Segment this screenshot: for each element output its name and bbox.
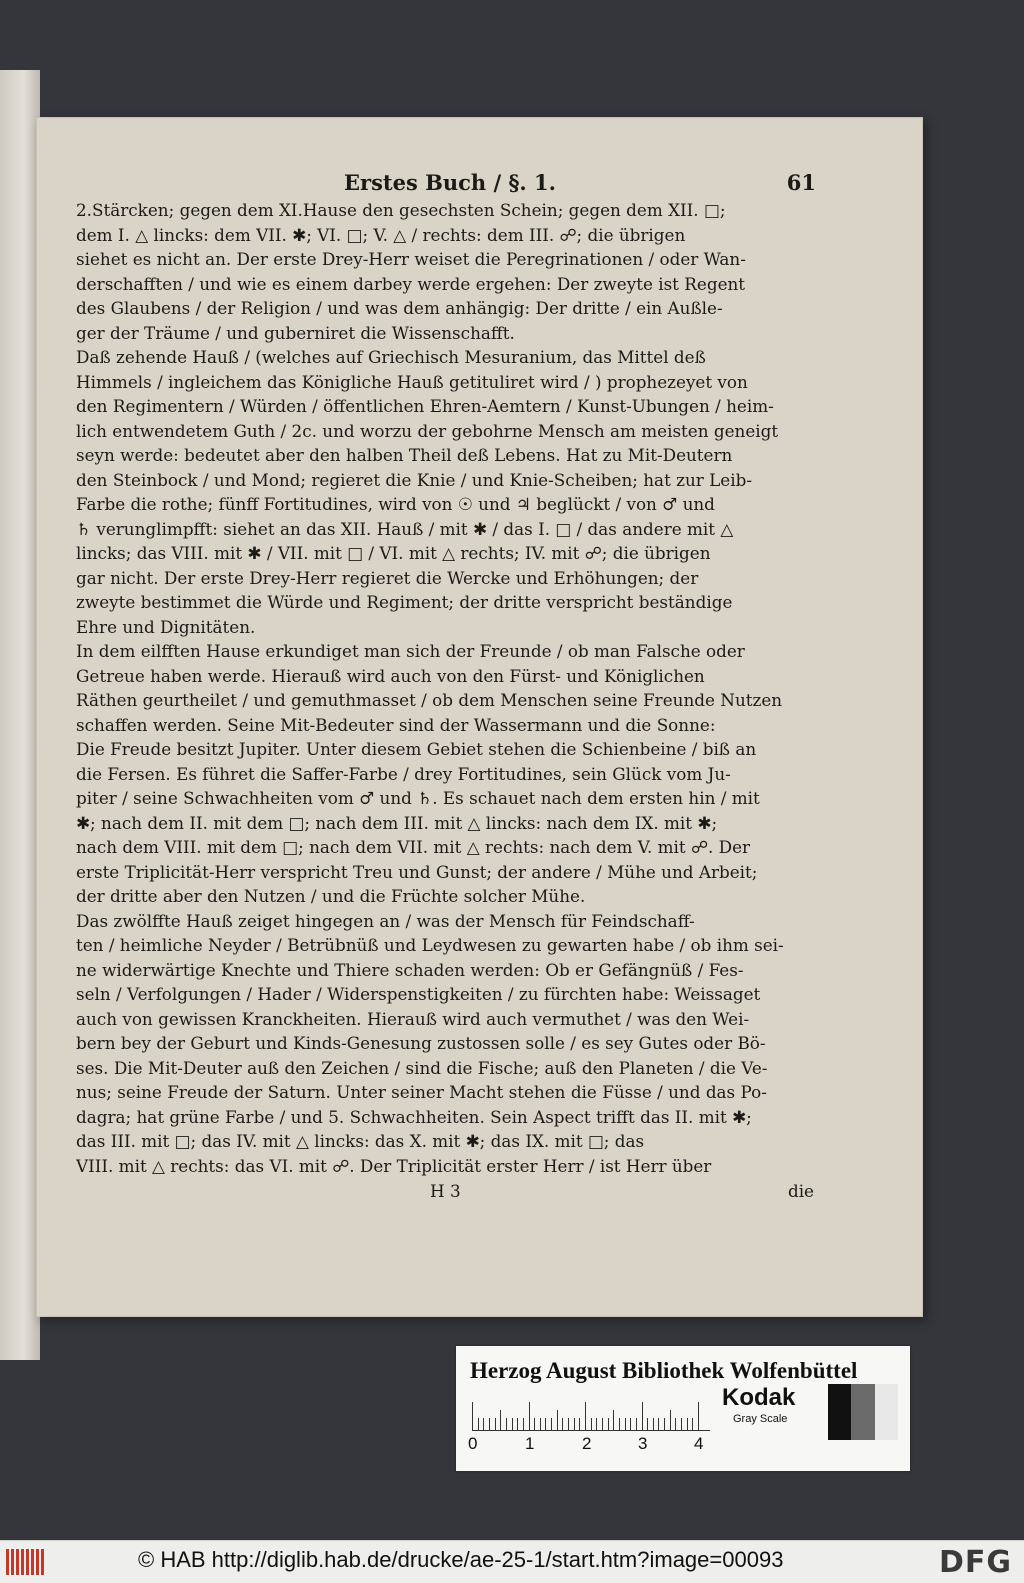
page-footer-line [76,1178,820,1204]
text-line: den Steinbock / und Mond; regieret die Knie / und Knie-Scheiben; hat zur Leib- [76,469,753,490]
gray-patch-light [875,1384,898,1440]
ruler-tick [647,1418,648,1430]
ruler-tick [608,1418,609,1430]
text-line: Ehre und Dignitäten. [76,616,256,637]
text-line: bern bey der Geburt und Kinds-Genesung zustossen solle / es sey Gutes oder Bö- [76,1033,766,1053]
running-head: Erstes Buch / §. 1. [344,170,556,195]
color-reference-card [456,1346,910,1471]
ruler-tick [545,1418,546,1430]
ruler-tick [698,1402,699,1430]
viewer-footer [0,1540,1024,1583]
ruler-tick [489,1418,490,1430]
ruler-tick [495,1418,496,1430]
text-line: siehet es nicht an. Der erste Drey-Herr weiset die Peregrinationen / oder Wan- [76,249,746,269]
scale-number-2: 2 [582,1434,592,1453]
text-line: der dritte aber den Nutzen / und die Früchte solcher Mühe. [76,886,586,906]
gray-patch-mid [851,1384,874,1440]
ruler-tick [579,1418,580,1430]
text-line: schaffen werden. Seine Mit-Bedeuter sind der Wassermann und die Sonne: [76,714,716,735]
page-text [76,170,820,1204]
ruler-tick [506,1418,507,1430]
signature-mark: H 3 [430,1181,461,1201]
ruler-tick [664,1418,665,1430]
gray-scale-label: Gray Scale [733,1413,788,1425]
ruler-tick [483,1418,484,1430]
ruler-tick [670,1410,671,1430]
ruler-tick [596,1418,597,1430]
scale-number-0: 0 [468,1434,478,1453]
ruler-tick [523,1418,524,1430]
text-line: derschafften / und wie es einem darbey werde ergehen: Der zweyte ist Regent [76,273,746,294]
page-number: 61 [786,170,816,195]
text-line: lich entwendetem Guth / 2c. und worzu der gebohrne Mensch am meisten geneigt [76,420,779,441]
text-line: Räthen geurtheilet / und gemuthmasset / ob dem Menschen seine Freunde Nutzen [76,690,783,710]
ruler-tick [591,1418,592,1430]
text-line: piter / seine Schwachheiten vom ♂ und ♄. Es schauet nach dem ersten hin / mit [76,788,760,808]
text-line: lincks; das VIII. mit ✱ / VII. mit □ / VI. mit △ rechts; IV. mit ☍; die übrigen [76,543,711,563]
body-text [76,198,820,1178]
ruler-tick [529,1402,530,1430]
ruler-tick [619,1418,620,1430]
ruler-tick [681,1418,682,1430]
scale-number-3: 3 [638,1434,648,1453]
ruler-tick [500,1410,501,1430]
text-line: Das zwölffte Hauß zeiget hingegen an / was der Mensch für Feindschaff- [76,910,695,931]
ruler-tick [551,1418,552,1430]
ruler-tick [534,1418,535,1430]
ruler-tick [642,1402,643,1430]
ruler-tick [517,1418,518,1430]
ruler-tick [540,1418,541,1430]
scale-number-4: 4 [694,1434,704,1453]
text-line: Die Freude besitzt Jupiter. Unter diesem Gebiet stehen die Schienbeine / biß an [76,739,757,759]
text-line: zweyte bestimmet die Würde und Regiment; der dritte verspricht beständige [76,592,733,612]
ruler-tick [602,1418,603,1430]
text-line: auch von gewissen Kranckheiten. Hierauß wird auch vermuthet / was den Wei- [76,1008,750,1029]
copyright-url[interactable]: © HAB http://diglib.hab.de/drucke/ae-25-1/start.htm?image=00093 [138,1547,784,1572]
text-line: den Regimentern / Würden / öffentlichen Ehren-Aemtern / Kunst-Ubungen / heim- [76,396,774,416]
ruler-tick [472,1402,473,1430]
ruler-tick [636,1418,637,1430]
text-line: ✱; nach dem II. mit dem □; nach dem III. mit △ lincks: nach dem IX. mit ✱; [76,812,718,833]
text-line: nus; seine Freude der Saturn. Unter seiner Macht stehen die Füsse / und das Po- [76,1082,767,1102]
scale-number-1: 1 [525,1434,535,1453]
barcode-icon [6,1549,48,1575]
ruler-tick [653,1418,654,1430]
text-line: ne widerwärtige Knechte und Thiere schaden werden: Ob er Gefängnüß / Fes- [76,959,744,980]
ruler-tick [687,1418,688,1430]
ruler-tick [585,1402,586,1430]
text-line: Farbe die rothe; fünff Fortitudines, wird von ☉ und ♃ beglückt / von ♂ und [76,494,715,514]
gray-patches [828,1384,898,1440]
text-line: 2.Stärcken; gegen dem XI.Hause den gesechsten Schein; gegen dem XII. □; [76,200,726,220]
ruler-tick [613,1410,614,1430]
gray-patch-black [828,1384,851,1440]
text-line: dagra; hat grüne Farbe / und 5. Schwachheiten. Sein Aspect trifft das II. mit ✱; [76,1106,752,1127]
ruler-tick [557,1410,558,1430]
dfg-logo: DFG [938,1545,1012,1580]
text-line: die Fersen. Es führet die Saffer-Farbe / drey Fortitudines, sein Glück vom Ju- [76,763,731,784]
ruler-tick [692,1418,693,1430]
text-line: ten / heimliche Neyder / Betrübnüß und Leydwesen zu gewarten habe / ob ihm sei- [76,935,784,955]
catchword: die [787,1181,814,1201]
text-line: VIII. mit △ rechts: das VI. mit ☍. Der Triplicität erster Herr / ist Herr über [76,1155,712,1176]
ruler-tick [625,1418,626,1430]
text-line: ♄ verunglimpfft: siehet an das XII. Hauß / mit ✱ / das I. □ / das andere mit △ [76,518,734,539]
text-line: dem I. △ lincks: dem VII. ✱; VI. □; V. △ / rechts: dem III. ☍; die übrigen [76,224,686,245]
ruler-tick [512,1418,513,1430]
ruler-scale [472,1400,710,1431]
page-header [76,170,820,198]
previous-page-edge [0,70,40,1360]
ruler-tick [630,1418,631,1430]
ruler-tick [478,1418,479,1430]
library-name: Herzog August Bibliothek Wolfenbüttel [470,1358,858,1383]
text-line: Daß zehende Hauß / (welches auf Griechisch Mesuranium, das Mittel deß [76,347,706,367]
text-line: des Glaubens / der Religion / und was dem anhängig: Der dritte / ein Außle- [76,298,723,318]
text-line: seyn werde: bedeutet aber den halben Theil deß Lebens. Hat zu Mit-Deutern [76,445,733,465]
text-line: seln / Verfolgungen / Hader / Widerspenstigkeiten / zu fürchten habe: Weissaget [76,984,761,1004]
text-line: nach dem VIII. mit dem □; nach dem VII. mit △ rechts: nach dem V. mit ☍. Der [76,837,751,857]
ruler-tick [568,1418,569,1430]
kodak-logo: Kodak [722,1384,796,1411]
text-line: das III. mit □; das IV. mit △ lincks: das X. mit ✱; das IX. mit □; das [76,1131,645,1151]
ruler-tick [658,1418,659,1430]
text-line: gar nicht. Der erste Drey-Herr regieret die Wercke und Erhöhungen; der [76,567,699,588]
text-line: In dem eilfften Hause erkundiget man sich der Freunde / ob man Falsche oder [76,641,745,661]
text-line: ses. Die Mit-Deuter auß den Zeichen / sind die Fische; auß den Planeten / die Ve- [76,1057,768,1078]
text-line: Himmels / ingleichem das Königliche Hauß getituliret wird / ) prophezeyet von [76,371,748,392]
ruler-tick [574,1418,575,1430]
text-line: ger der Träume / und guberniret die Wissenschafft. [76,322,515,343]
ruler-tick [675,1418,676,1430]
text-line: erste Triplicität-Herr verspricht Treu und Gunst; der andere / Mühe und Arbeit; [76,861,758,882]
ruler-tick [562,1418,563,1430]
text-line: Getreue haben werde. Hierauß wird auch von den Fürst- und Königlichen [76,665,705,686]
